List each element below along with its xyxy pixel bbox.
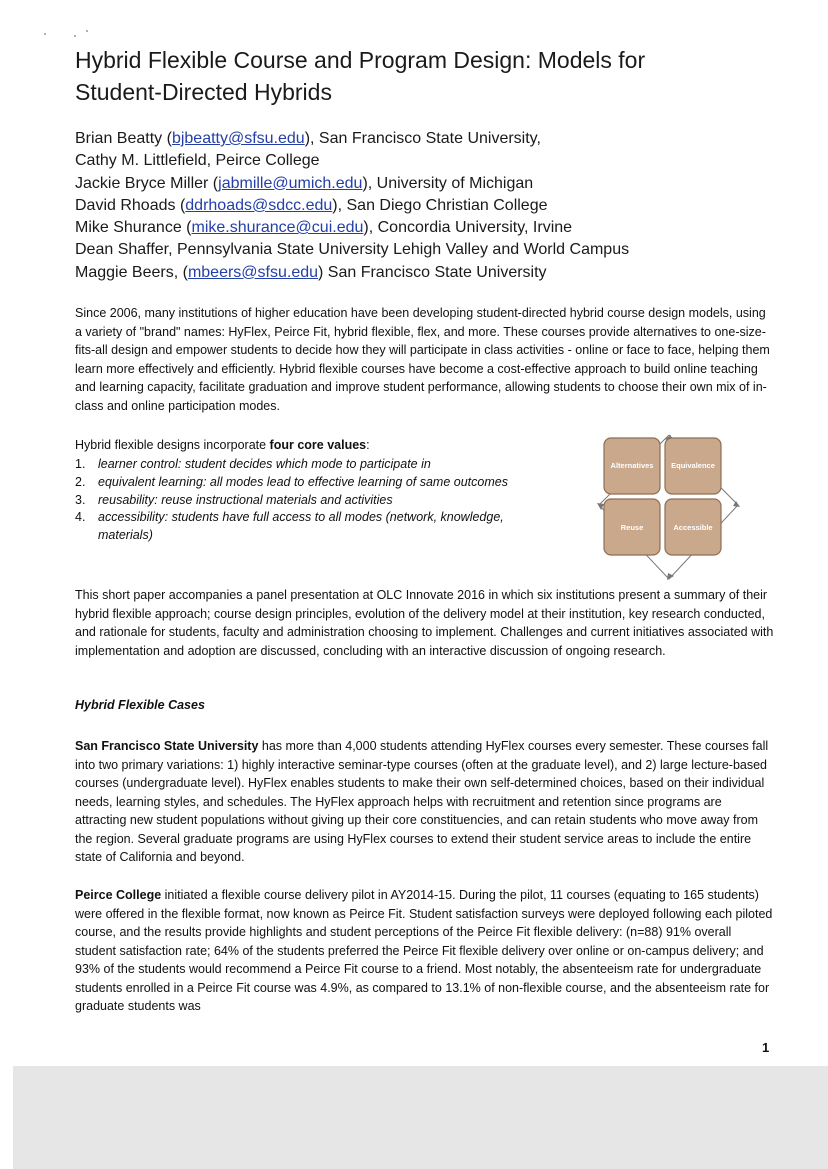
- core-values-intro-text: Hybrid flexible designs incorporate: [75, 438, 270, 452]
- diagram-label-equivalence: Equivalence: [671, 461, 715, 470]
- core-value-text: reusability: reuse instructional materials and activities: [98, 492, 393, 507]
- core-value-item: [75, 492, 575, 510]
- author-name: Maggie Beers, (: [75, 263, 188, 281]
- author-email-link[interactable]: mike.shurance@cui.edu: [191, 219, 364, 237]
- author-name: Jackie Bryce Miller (: [75, 174, 219, 192]
- author-line: [75, 173, 775, 195]
- core-value-item: [75, 456, 575, 474]
- title-line-2: Student-Directed Hybrids: [75, 79, 332, 105]
- core-value-text: accessibility: students have full access to all modes (network, knowledge, materials): [98, 510, 504, 543]
- author-list: [75, 128, 775, 284]
- core-value-item: [75, 509, 558, 545]
- author-affiliation: ), San Francisco State University,: [304, 130, 541, 147]
- institution-name: Peirce College: [75, 888, 162, 902]
- author-name: Brian Beatty (: [75, 130, 172, 147]
- author-email-link[interactable]: jabmille@umich.edu: [218, 174, 363, 192]
- title-line-1: Hybrid Flexible Course and Program Design: Models for: [75, 47, 646, 73]
- core-value-text: learner control: student decides which mode to participate in: [98, 457, 431, 471]
- diagram-label-reuse: Reuse: [620, 523, 644, 532]
- author-email-link[interactable]: mbeers@sfsu.edu: [187, 263, 319, 281]
- author-line: [75, 128, 775, 150]
- scan-speck: [44, 33, 46, 35]
- core-value-item: [75, 474, 575, 492]
- case-text: initiated a flexible course delivery pilot in AY2014-15. During the pilot, 11 courses (equating to 165 students) were offered in the flexible format, now known as Peirce Fit. Student satisfaction surveys were deployed following each piloted course, and the results provide highlights and student perceptions of the Peirce Fit flexible delivery: (n=88) 91% overall student satisfaction rate; 64% of the students preferred the Peirce Fit flexible delivery over online or on-campus delivery; and 93% of the students would recommend a Peirce Fit course to a friend. Most notably, the absenteeism rate for undergraduate students enrolled in a Peirce Fit course was 4.9%, as compared to 13.1% of non-flexible course, and the absenteeism rate for graduate students was: [75, 888, 773, 1013]
- panel-paragraph: This short paper accompanies a panel presentation at OLC Innovate 2016 in which six institutions present a summary of their hybrid flexible approach; course design principles, evolution of the delivery model at their institution, key research conducted, and rationale for students, faculty and administration choosing to implement. Challenges and current initiatives associated with implementation and adoption are discussed, concluding with an interactive discussion of ongoing research.: [75, 588, 774, 658]
- abstract-paragraph: Since 2006, many institutions of higher education have been developing student-directed hybrid course design models, using a variety of "brand" names: HyFlex, Peirce Fit, hybrid flexible, flex, and more. These courses provide alternatives to one-size-fits-all design and empower students to decide how they will participate in class activities - online or face to face, helping them learn more effectively and efficiently. Hybrid flexible courses have become a cost-effective approach to build online teaching and learning capacity, facilitate graduation and improve student performance, allowing students to choose their own mix of in-class and online participation modes.: [75, 306, 770, 413]
- core-value-text: equivalent learning: all modes lead to effective learning of same outcomes: [98, 474, 508, 489]
- author-line: [75, 239, 775, 261]
- scan-speck: [74, 35, 76, 37]
- author-name: Dean Shaffer, Pennsylvania State University Lehigh Valley and World Campus: [75, 241, 630, 259]
- scan-bottom-margin: [13, 1066, 828, 1169]
- core-values-colon: :: [366, 438, 370, 452]
- sfsu-case-paragraph: [75, 737, 775, 867]
- author-email-link[interactable]: ddrhoads@sdcc.edu: [185, 196, 333, 214]
- core-values-intro: [75, 436, 370, 454]
- paper-title: [75, 44, 775, 108]
- author-affiliation: ), San Diego Christian College: [332, 196, 548, 214]
- author-line: [75, 217, 775, 239]
- list-number: 2.: [75, 474, 86, 489]
- author-line: [75, 195, 775, 217]
- peirce-case-paragraph: [75, 886, 775, 1016]
- scan-speck: [86, 30, 88, 32]
- author-affiliation: ) San Francisco State University: [318, 263, 547, 281]
- diagram-arrowhead: [733, 501, 740, 507]
- author-name: Cathy M. Littlefield, Peirce College: [75, 152, 320, 170]
- author-line: [75, 262, 775, 284]
- core-values-diagram: [597, 433, 742, 583]
- author-affiliation: ), Concordia University, Irvine: [363, 219, 573, 237]
- diagram-label-alternatives: Alternatives: [610, 461, 654, 470]
- author-affiliation: ), University of Michigan: [362, 174, 534, 192]
- author-name: David Rhoads (: [75, 196, 186, 214]
- author-line: [75, 150, 775, 172]
- section-heading: Hybrid Flexible Cases: [75, 698, 205, 712]
- author-name: Mike Shurance (: [75, 219, 192, 237]
- core-values-list: [75, 456, 575, 545]
- list-number: 4.: [75, 510, 86, 525]
- institution-name: San Francisco State University: [75, 739, 259, 753]
- list-number: 1.: [75, 457, 86, 471]
- page-number: 1: [762, 1040, 770, 1055]
- list-number: 3.: [75, 492, 86, 507]
- case-text: has more than 4,000 students attending HyFlex courses every semester. These courses fall into two primary variations: 1) highly interactive seminar-type courses (often at the graduate level), and 2) large lecture-based courses (undergraduate level). HyFlex enables students to make their own self-determined choices, based on their individual needs, learning styles, and schedules. The HyFlex approach helps with recruitment and retention since programs are attracting new student populations without giving up their core constituencies, and can retain students who move away from the region. Several graduate programs are using HyFlex courses to extend their student service areas to include the entire state of California and beyond.: [75, 739, 769, 864]
- diagram-label-accessible: Accessible: [673, 523, 713, 532]
- core-values-emphasis: four core values: [269, 438, 367, 452]
- author-email-link[interactable]: bjbeatty@sfsu.edu: [171, 130, 305, 147]
